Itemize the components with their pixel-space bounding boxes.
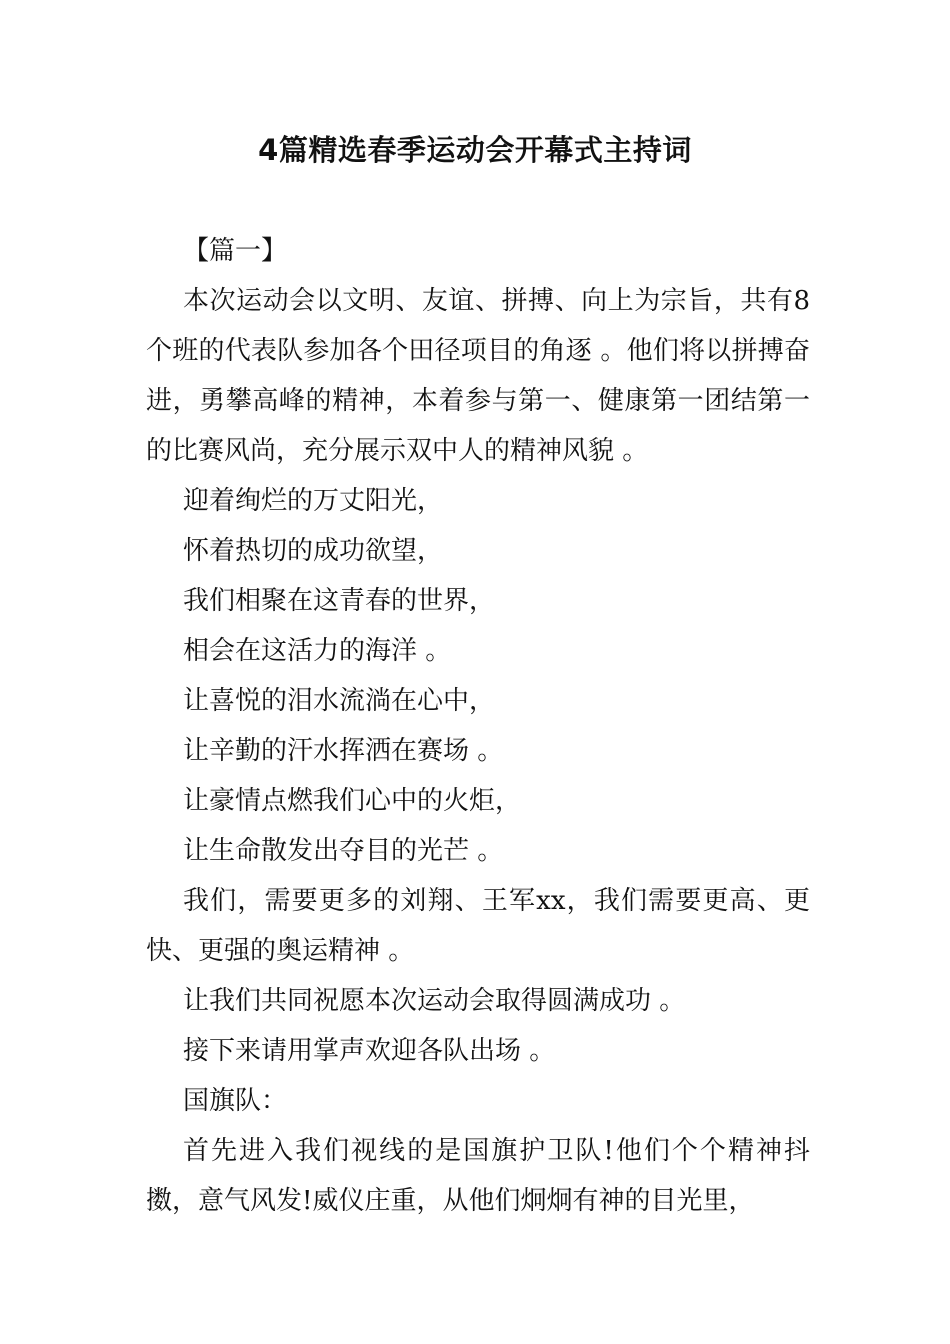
paragraph: 我们，需要更多的刘翔、王军xx，我们需要更高、更快、更强的奥运精神 。 [146,886,810,966]
section-label: 【篇一】 [183,236,288,266]
document-title: 4篇精选春季运动会开幕式主持词 [258,133,692,167]
paragraph: 国旗队： [183,1086,288,1116]
paragraph: 让生命散发出夺目的光芒 。 [183,836,504,866]
paragraph: 相会在这活力的海洋 。 [183,636,452,666]
paragraph: 我们相聚在这青春的世界， [183,586,496,616]
paragraph: 让豪情点燃我们心中的火炬， [183,786,522,816]
paragraph: 让辛勤的汗水挥洒在赛场 。 [183,736,504,766]
paragraph: 本次运动会以文明、友谊、拼搏、向上为宗旨，共有8个班的代表队参加各个田径项目的角逐 。他们将以拼搏奋进，勇攀高峰的精神，本着参与第一、健康第一团结第一的比赛风尚，充分展示双中人的精神风貌 。 [146,286,810,466]
paragraph: 接下来请用掌声欢迎各队出场 。 [183,1036,556,1066]
paragraph: 迎着绚烂的万丈阳光， [183,486,444,516]
paragraph: 首先进入我们视线的是国旗护卫队!他们个个精神抖擞，意气风发!威仪庄重，从他们炯炯有神的目光里， [146,1136,810,1216]
paragraph: 让我们共同祝愿本次运动会取得圆满成功 。 [183,986,686,1016]
paragraph: 怀着热切的成功欲望， [183,536,444,566]
paragraph: 让喜悦的泪水流淌在心中， [183,686,496,716]
document-body [146,226,810,1226]
